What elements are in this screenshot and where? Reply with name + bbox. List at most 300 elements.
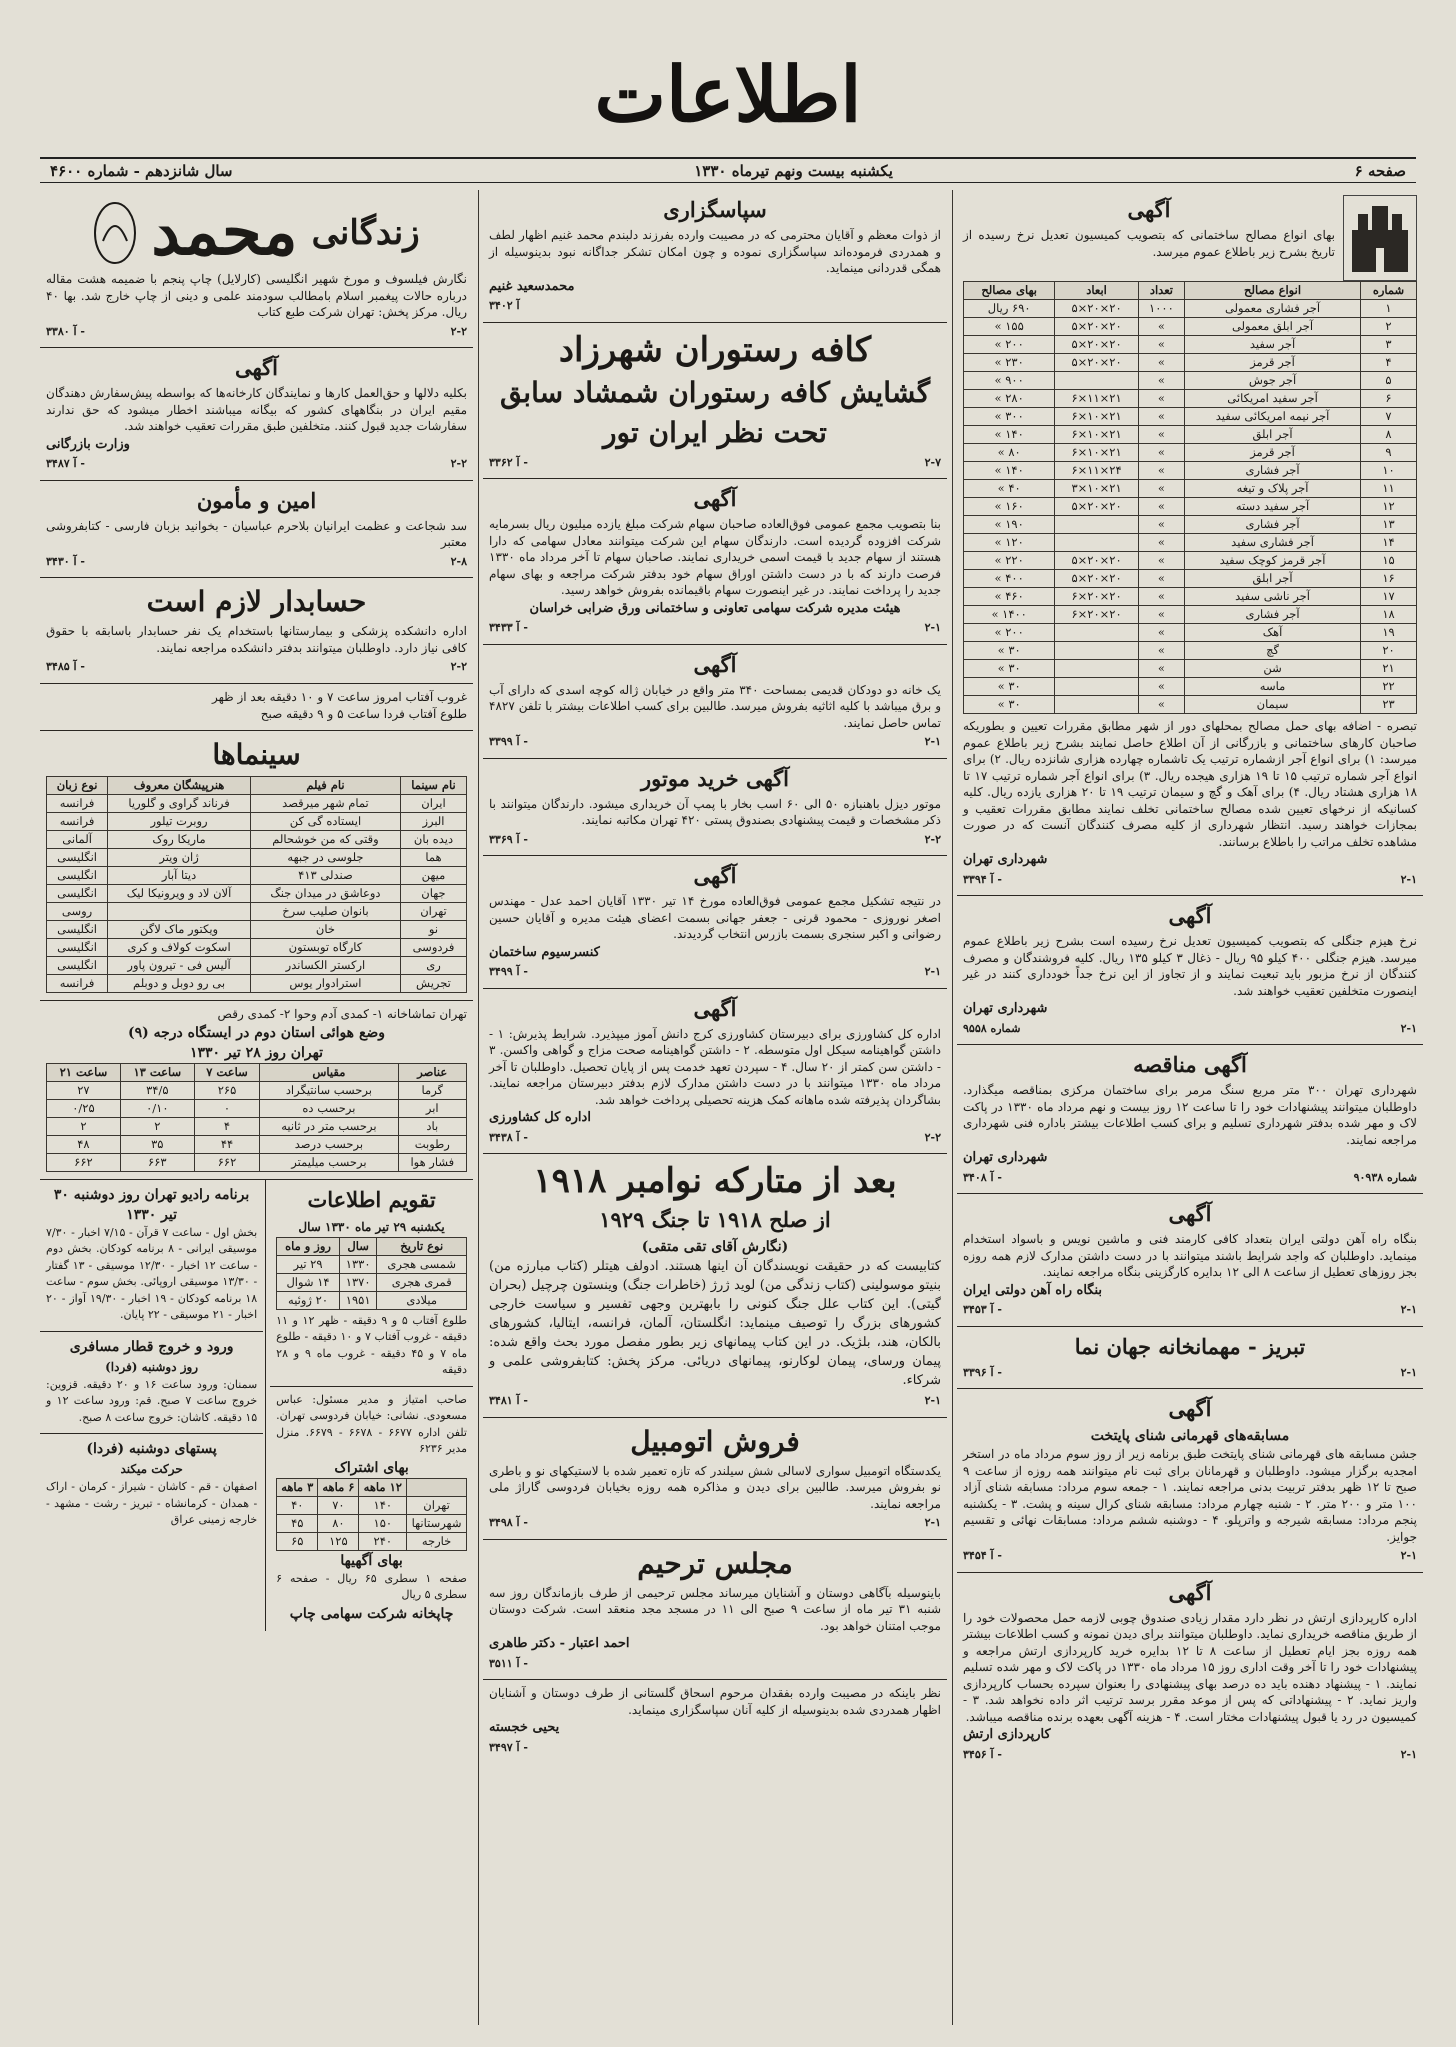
table-cell: هما (400, 848, 466, 866)
ad-body: یک خانه دو دودکان قدیمی بمساحت ۳۴۰ متر واقع در خیابان ژاله کوچه اسدی که دارای آب و برق میباشد با کلیه اثاثیه بفروش میرسد. طالبین برای کسب اطلاعات بیشتر با تلفن ۴۸۲۷ تماس حاصل نمایند. (489, 682, 941, 730)
table-cell: ۴۰ (277, 1496, 318, 1514)
table-cell: » (1138, 696, 1184, 714)
ad-rates: صفحه ۱ سطری ۶۵ ریال - صفحه ۶ سطری ۵ ریال (276, 1571, 468, 1601)
table-cell: آلمانی (47, 830, 108, 848)
table-cell: » (1138, 588, 1184, 606)
table-cell: ۲۰×۲۰×۵ (1055, 354, 1138, 372)
table-row (277, 1496, 467, 1514)
table-cell: » (1138, 570, 1184, 588)
table-cell: ۲۳ (1361, 696, 1417, 714)
ad-signature: شهرداری تهران (963, 1001, 1048, 1016)
table-cell: ۳۰ » (964, 678, 1055, 696)
table-cell: » (1138, 390, 1184, 408)
ad-ref (963, 1365, 1417, 1382)
column-right (957, 190, 1423, 2030)
table-row (964, 300, 1417, 318)
table-cell (1055, 534, 1138, 552)
ad-ref (489, 832, 941, 849)
table-cell: ایران (400, 794, 466, 812)
table-cell: میلادی (377, 1291, 467, 1309)
table-cell: » (1138, 498, 1184, 516)
table-row (964, 552, 1417, 570)
ad-body: یکدستگاه اتومبیل سواری لاسالی شش سیلندر که تازه تعمیر شده با لاستیکهای نو و باطری نو بفروش میرسد. طالبین برای دیدن و مذاکره همه روزه بخیابان فردوسی گاراژ ملی مراجعه نمایند. (489, 1463, 941, 1511)
table-row (47, 938, 467, 956)
ref-code: آ ۳۴۰۲ (489, 299, 520, 312)
ref-code: آ ۳۴۳۸ - (489, 1130, 528, 1144)
ad-ministry-commerce (40, 348, 473, 481)
table-cell (1055, 372, 1138, 390)
table-cell: ۲۳۰ » (964, 354, 1055, 372)
table-cell: ۲۱×۱۰×۶ (1055, 444, 1138, 462)
book-subtitle: زندگانی (311, 212, 420, 253)
ad-signature: کنسرسیوم ساختمان (489, 944, 600, 960)
ad-tender (957, 1045, 1423, 1194)
ad-car-sale (483, 1418, 947, 1540)
table-cell: آجر فشاری سفید (1185, 534, 1361, 552)
cafe-opening: گشایش کافه رستوران شمشاد سابق (499, 375, 931, 409)
column-divider (952, 190, 953, 2025)
table-row (964, 534, 1417, 552)
book-body: کتابیست که در حقیقت نویسندگان آن اینها هستند. ادولف هیتلر (کتاب مبارزه من) بنیتو موسولینی (کتاب زندگی من) لوید ژرژ (خاطرات جنگ) وینستون چرچیل (بحران گیتی). این کتاب علل جنگ کنونی را بابهترین وجهی تفسیر و سیاست خارجی کشورهای بزرگ را توصیف مینماید: انگلستان، آلمان، فرانسه، ایتالیا، کشورهای بالکان، هند، بلژیک. در این کتاب پیمانهای زیر بطور مفصل مورد بحث واقع شده: پیمان ورسای، پیمان لوکارنو، پیمانهای دریائی. مرکز پخش: کتابفروشی علمی و شرکاء. (489, 1259, 941, 1388)
table-cell: فرناند گراوی و گلوریا (108, 794, 251, 812)
ad-body: بنگاه راه آهن دولتی ایران بتعداد کافی کارمند فنی و ماشین نویس و باسواد استخدام مینماید. داوطلبان که واجد شرایط باشند میتوانند با در دست داشتن مدارک لازم همه روزه بجز روزهای تعطیل از ساعت ۸ الی ۱۲ بدایره کارگزینی بنگاه مراجعه نمایند. (963, 1232, 1417, 1279)
table-cell: » (1138, 552, 1184, 570)
notice-signature: محمدسعید غنیم (489, 278, 575, 294)
train-schedule (40, 1332, 263, 1435)
ad-heading: آگهی (1168, 1396, 1212, 1421)
table-cell: ری (400, 956, 466, 974)
ad-board-election (483, 856, 947, 989)
table-cell: فرانسه (47, 812, 108, 830)
ad-heading: حسابدار لازم است (146, 585, 367, 618)
table-cell: انگلیسی (47, 920, 108, 938)
table-cell: » (1138, 534, 1184, 552)
calendar-box (270, 1180, 473, 1387)
table-cell: ارکستر الکساندر (250, 956, 400, 974)
ref-code: آ ۳۴۹۷ - (489, 1740, 528, 1754)
table-header-cell: سال (339, 1237, 377, 1255)
weather-heading: وضع هوائی استان دوم در ایستگاه درجه (۹) (127, 1024, 386, 1041)
bottom-split (40, 1180, 473, 1631)
ref-code: آ ۳۴۹۸ - (489, 1516, 528, 1529)
column-left (40, 190, 473, 2030)
notice-body: نظر باینکه در مصیبت وارده بفقدان مرحوم اسحاق گلستانی از طرف دوستان و آشنایان اظهار همدردی شده بدینوسیله از کلیه آنان سپاسگزاری مینماید. (489, 1686, 941, 1717)
table-cell: ۱۲ (1361, 498, 1417, 516)
ad-shares (483, 479, 947, 645)
ad-ref (963, 1170, 1417, 1187)
table-cell: ۱۶۰ » (964, 498, 1055, 516)
table-cell: فرانسه (47, 974, 108, 992)
ref-code: آ ۳۴۳۰ - (46, 554, 85, 568)
ad-subtitle: مسابقه‌های قهرمانی شنای پایتخت (1090, 1428, 1290, 1444)
ref-code: آ ۳۴۸۵ - (46, 660, 85, 673)
price-table (963, 281, 1417, 714)
table-cell: ۳۴/۵ (120, 1081, 194, 1099)
table-cell: شهرستانها (407, 1514, 467, 1532)
notice-gratitude (483, 190, 947, 323)
table-header-cell: انواع مصالح (1185, 282, 1361, 300)
ad-heading: آگهی (1168, 903, 1212, 928)
table-cell: فشار هوا (398, 1153, 466, 1171)
table-header-cell: ابعاد (1055, 282, 1138, 300)
ad-ref (489, 1130, 941, 1147)
table-cell: انگلیسی (47, 938, 108, 956)
table-cell: ۳۵ (120, 1135, 194, 1153)
table-cell: ۰/۱۰ (120, 1099, 194, 1117)
ad-body: اداره کارپردازی ارتش در نظر دارد مقدار زیادی صندوق چوبی لازمه حمل محصولات خود را از طریق مناقصه خریداری نماید. داوطلبان میتوانند برای دیدن نمونه و کسب اطلاعات بیشتر همه روزه بجز ایام تعطیل از ساعت ۸ تا ۱۲ بدایره خرید کارپردازی ارتش مراجعه و پیشنهادات خود را تا آخر وقت اداری روز ۱۵ مرداد ماه ۱۳۳۰ در پاکت لاک و مهر شده تسلیم نمایند. ۱ - پیشنهاد دهنده باید ده درصد بهای پیشنهادی را بعنوان سپرده بحساب کارپردازی واریز نماید. ۲ - پیشنهاداتی که پس از موعد مقرر برسد ترتیب اثر داده نخواهد شد. ۳ - کمیسیون در رد یا قبول پیشنهادات مختار است. ۴ - هزینه آگهی بعهده برنده مناقصه میباشد. (963, 1610, 1418, 1724)
ad-signature: اداره کل کشاورزی (489, 1110, 591, 1125)
table-row (47, 902, 467, 920)
table-cell: تهران (407, 1496, 467, 1514)
subscription-table (276, 1478, 467, 1551)
table-cell: آجر فشاری (1185, 516, 1361, 534)
table-cell: ۶۶۲ (47, 1153, 121, 1171)
table-row (964, 696, 1417, 714)
notice-signature: احمد اعتبار - دکتر طاهری (489, 1636, 630, 1651)
table-cell: ۱۵۵ » (964, 318, 1055, 336)
ad-heading: آگهی (1168, 1201, 1212, 1226)
calligraphy-seal-icon (93, 201, 137, 265)
masthead-title: اطلاعات (594, 50, 862, 139)
table-cell: ۴۵ (277, 1514, 318, 1532)
table-cell: ۱۹۰ » (964, 516, 1055, 534)
table-cell: ۱۴ (1361, 534, 1417, 552)
table-cell: باد (398, 1117, 466, 1135)
table-cell: ۶۹۰ ریال (964, 300, 1055, 318)
table-cell: ۲۱×۱۰×۳ (1055, 480, 1138, 498)
table-cell: تهران (400, 902, 466, 920)
ad-accountant-wanted (40, 578, 473, 684)
table-cell: » (1138, 624, 1184, 642)
hotel-title: تبریز - مهمانخانه جهان نما (1074, 1333, 1306, 1359)
ref-code: آ ۳۳۶۹ - (489, 832, 528, 846)
table-row (277, 1255, 467, 1273)
ad-body: اداره کل کشاورزی برای دبیرستان کشاورزی کرج دانش آموز میپذیرد. شرایط پذیرش: ۱ - داشتن گواهینامه سیکل اول متوسطه. ۲ - داشتن گواهینامه صحت مزاج و گواهی واکسن. ۳ - داشتن سن کمتر از ۲۰ سال. ۴ - سپردن تعهد خدمت پس از پایان تحصیل. داوطلبان تا آخر مرداد ماه ۱۳۳۰ میتوانند با در دست داشتن مدارک لازم بدفتر دبیرستان مراجعه نمایند. بشاگردان پذیرفته شده ماهانه کمک هزینه تحصیلی پرداخت خواهد شد. (489, 1026, 942, 1107)
ad-body: بکلیه دلالها و حق‌العمل کارها و نمایندگان کارخانه‌ها که بواسطه پیش‌سفارش دهندگان مقیم ایران در بنگاههای کشور که بیگانه میباشند اخطار میشود که حق ندارند سفارشات جدید قبول کنند. متخلفین طبق مقررات تعقیب خواهند شد. (46, 386, 467, 433)
table-row (964, 372, 1417, 390)
ad-heading: آگهی (234, 355, 278, 380)
table-header-cell: ۶ ماهه (318, 1478, 359, 1496)
table-row (277, 1514, 467, 1532)
table-cell: تجریش (400, 974, 466, 992)
ref-run: ۲-۱ (1400, 1303, 1417, 1316)
municipality-emblem (1343, 195, 1417, 281)
radio-column (40, 1180, 265, 1631)
table-cell: اسکوت کولاف و کری (108, 938, 251, 956)
page-number: صفحه ۶ (1354, 161, 1406, 180)
table-cell: آجر فشاری معمولی (1185, 300, 1361, 318)
ad-book-armistice (483, 1154, 947, 1418)
table-cell: وقتی که من خوشحالم (250, 830, 400, 848)
ad-ref (489, 298, 941, 315)
issue-number: سال شانزدهم - شماره ۴۶۰۰ (50, 161, 233, 180)
table-cell: ۱۵ (1361, 552, 1417, 570)
ad-ref (46, 554, 467, 571)
table-header-cell: نوع تاریخ (377, 1237, 467, 1255)
sun-times (40, 684, 473, 731)
table-cell: ۲۰×۲۰×۵ (1055, 498, 1138, 516)
table-cell: ۲۰×۲۰×۵ (1055, 570, 1138, 588)
ad-ref (489, 964, 941, 981)
table-cell (1055, 660, 1138, 678)
table-cell: ۴۰۰ » (964, 570, 1055, 588)
cinema-heading: سینماها (212, 737, 301, 771)
ref-code: آ ۳۴۸۷ - (46, 457, 85, 470)
table-cell: » (1138, 678, 1184, 696)
table-cell: آجر ابلق (1185, 426, 1361, 444)
table-cell: البرز (400, 812, 466, 830)
table-cell: ۱۱ (1361, 480, 1417, 498)
table-cell: ماسه (1185, 678, 1361, 696)
table-cell: ۰ (194, 1099, 260, 1117)
table-cell: ۳۰۰ » (964, 408, 1055, 426)
table-cell: ۱۰۰۰ (1138, 300, 1184, 318)
table-row (964, 606, 1417, 624)
table-cell: ۱۰ (1361, 462, 1417, 480)
table-cell: آجر ابلق معمولی (1185, 318, 1361, 336)
table-cell: فردوسی (400, 938, 466, 956)
table-row (47, 866, 467, 884)
ad-note: تبصره - اضافه بهای حمل مصالح بمحلهای دور از شهر مطابق مقررات تعیین و بطوریکه صاحبان کارهای ساختمانی و بازرگانی از آن اطلاع حاصل نمایند بشرح زیر باطلاع عموم میرسد: ۱) برای انواع آجر ازشماره ترتیب یک تاشماره چهارده هزاری شانزده ریال. ۲) برای انواع آجر شماره ترتیب ۱۵ تا ۱۹ هزاری هیجده ریال. ۳) برای انواع آجر شماره ترتیب ۱۷ تا ۱۸ هزاری هشتاد ریال. ۴) برای آهک و گچ و سیمان ترتیب ۱۹ تا ۲۰ هزاری یازده ریال. کلیه کسانیکه از نرخهای تعیین شده مصالح ساختمانی تخلف نمایند مطابق مقررات تعقیب و بمجازات خواهند رسید. انتظار شهرداری از کلیه مصرف کنندگان آنست که در صورت مشاهده تخلف مراتب را باطلاع برسانند. (963, 719, 1418, 849)
table-header-cell: نوع زبان (47, 776, 108, 794)
table-row (964, 444, 1417, 462)
table-cell: آجر قرمز (1185, 354, 1361, 372)
table-cell: رطوبت (398, 1135, 466, 1153)
calendar-table (276, 1237, 467, 1310)
table-row (277, 1273, 467, 1291)
emblem-icon (1348, 200, 1412, 276)
table-cell: ژان ویتر (108, 848, 251, 866)
table-cell: نو (400, 920, 466, 938)
ref-run: ۲-۱ (924, 965, 941, 978)
ref-code: آ ۳۳۹۴ - (963, 872, 1002, 886)
table-cell: » (1138, 516, 1184, 534)
table-cell: ویکتور ماک لاگن (108, 920, 251, 938)
table-cell: ۲۴۰ (359, 1532, 407, 1550)
table-cell: آجر فشاری (1185, 606, 1361, 624)
table-row (964, 426, 1417, 444)
table-cell: آهک (1185, 624, 1361, 642)
table-cell: ۴۴ (194, 1135, 260, 1153)
table-cell: ۱۴۰ (359, 1496, 407, 1514)
post-sub: حرکت میکند (120, 1462, 183, 1476)
table-cell: ۱۸ (1361, 606, 1417, 624)
table-cell: ۴۶۰ » (964, 588, 1055, 606)
table-row (964, 408, 1417, 426)
table-cell: ۲۱×۱۰×۶ (1055, 426, 1138, 444)
table-row (964, 660, 1417, 678)
table-row (964, 354, 1417, 372)
table-header-cell: تعداد (1138, 282, 1184, 300)
table-cell: » (1138, 354, 1184, 372)
ad-hotel (957, 1327, 1423, 1390)
train-body: سمنان: ورود ساعت ۱۶ و ۲۰ دقیقه. قزوین: خروج ساعت ۷ صبح. قم: ورود ساعت ۱۲ و ۱۵ دقیقه. کاشان: خروج ساعت ۸ صبح. (46, 1377, 258, 1424)
table-row (47, 956, 467, 974)
table-cell: ۲۲۰ » (964, 552, 1055, 570)
sunrise-time: طلوع آفتاب فردا ساعت ۵ و ۹ دقیقه صبح (260, 706, 467, 721)
table-row (964, 624, 1417, 642)
ref-run: ۲-۲ (450, 324, 467, 338)
notice-body: از ذوات معظم و آقایان محترمی که در مصیبت وارده بفرزند دلبندم محمد غنیم اظهار لطف و همدردی فرموده‌اند سپاسگزاری نموده و چون امکان تشکر جداگانه نبود بدینوسیله از همگی قدردانی مینماید. (489, 228, 941, 275)
table-cell: آجر سفید دسته (1185, 498, 1361, 516)
ad-railway (957, 1194, 1423, 1327)
table-row (964, 480, 1417, 498)
ad-heading: آگهی (1127, 197, 1171, 222)
ref-run: ۲-۲ (924, 1130, 941, 1144)
table-cell: ۴ (1361, 354, 1417, 372)
table-cell: ۹ (1361, 444, 1417, 462)
ad-heading: آگهی (693, 651, 737, 677)
table-cell: » (1138, 480, 1184, 498)
ref-run: ۲-۲ (450, 660, 467, 673)
column-divider (478, 190, 479, 2025)
table-cell: ۳۰ » (964, 696, 1055, 714)
table-cell: ۲۱×۱۰×۶ (1055, 408, 1138, 426)
table-cell: صندلی ۴۱۳ (250, 866, 400, 884)
ref-run: ۲-۱ (1400, 1021, 1417, 1035)
table-cell: ۱ (1361, 300, 1417, 318)
table-cell: ۱۳۷۰ (339, 1273, 377, 1291)
table-cell: آجر قرمز کوچک سفید (1185, 552, 1361, 570)
table-cell: ۳۰ » (964, 660, 1055, 678)
ad-agriculture-school (483, 989, 947, 1155)
notice-thanks (483, 1680, 947, 1763)
calendar-column (265, 1180, 473, 1631)
table-cell: برحسب درصد (260, 1135, 398, 1153)
table-cell: ۲۹ تیر (277, 1255, 340, 1273)
table-header-cell: عناصر (398, 1063, 466, 1081)
ref-code: آ ۳۳۹۹ - (489, 735, 528, 748)
table-cell: ۲۰ (1361, 642, 1417, 660)
table-cell: آجر سفید (1185, 336, 1361, 354)
table-cell: آلیس فی - تیرون پاور (108, 956, 251, 974)
table-cell: جلوسی در جبهه (250, 848, 400, 866)
ad-cafe-restaurant (483, 323, 947, 480)
calendar-heading: تقویم اطلاعات (307, 1186, 436, 1212)
table-row (964, 588, 1417, 606)
dateline-bar (40, 157, 1416, 183)
ad-body: سد شجاعت و عظمت ایرانیان بلاحرم عباسیان - بخوانید بزبان فارسی - کتابفروشی معتبر (46, 518, 467, 549)
table-cell: ۶۶۲ (194, 1153, 260, 1171)
table-header-cell: ساعت ۲۱ (47, 1063, 121, 1081)
table-cell: ۸۰ (318, 1514, 359, 1532)
table-cell: ۲۰۰ » (964, 336, 1055, 354)
ref-code: شماره ۹۵۵۸ (963, 1021, 1021, 1035)
table-row (47, 884, 467, 902)
ad-signature: هیئت مدیره شرکت سهامی تعاونی و ساختمانی ورق ضرابی خراسان (529, 600, 901, 616)
table-row (964, 678, 1417, 696)
table-cell: ۱۴۰ » (964, 426, 1055, 444)
ref-run: شماره ۹۰۹۳۸ (1353, 1170, 1417, 1184)
table-cell: روبرت تیلور (108, 812, 251, 830)
table-cell (1055, 696, 1138, 714)
table-cell: ۲۲ (1361, 678, 1417, 696)
table-header-cell: نام سینما (400, 776, 466, 794)
table-cell: ۹۰۰ » (964, 372, 1055, 390)
table-cell: خارجه (407, 1532, 467, 1550)
ref-code: آ ۳۴۳۳ - (489, 621, 528, 634)
table-row (47, 920, 467, 938)
table-cell: آجر پلاک و تیغه (1185, 480, 1361, 498)
weather-report (40, 1001, 473, 1180)
table-cell (1055, 678, 1138, 696)
table-cell: بانوان صلیب سرخ (250, 902, 400, 920)
table-cell: ۱۹ (1361, 624, 1417, 642)
table-cell: آجر سفید امریکائی (1185, 390, 1361, 408)
ref-run: ۲-۱ (924, 1394, 941, 1407)
table-cell: آجر نیمه امریکائی سفید (1185, 408, 1361, 426)
ad-heading: امین و مأمون (196, 487, 317, 513)
ref-code: آ ۳۴۵۶ - (963, 1747, 1002, 1761)
table-header-cell: مقیاس (260, 1063, 398, 1081)
notice-signature: یحیی خجسته (489, 1720, 560, 1735)
table-row (964, 570, 1417, 588)
table-cell: آجر ابلق (1185, 570, 1361, 588)
ad-ref (963, 1021, 1417, 1038)
table-cell: ۲ (120, 1117, 194, 1135)
table-cell: ۱۶ (1361, 570, 1417, 588)
table-cell: ۶۵ (277, 1532, 318, 1550)
table-row (47, 974, 467, 992)
ref-run: ۲-۲ (450, 457, 467, 470)
table-header-cell (407, 1478, 467, 1496)
ad-intro: بهای انواع مصالح ساختمانی که بتصویب کمیسیون تعدیل نرخ رسیده از تاریخ بشرح زیر باطلاع عموم میرسد. (963, 228, 1335, 259)
ad-body: بنا بتصویب مجمع عمومی فوق‌العاده صاحبان سهام شرکت مبلغ یازده میلیون ریال بسرمایه شرکت افزوده گردیده است. دارندگان سهام این شرکت میتوانند معادل سهامی که دارا هستند از سهام جدید با قیمت اسمی خریداری نمایند. صاحبان سهام تا آخر مرداد ماه ۱۳۳۰ فرصت دارند که با در دست داشتن اوراق سهام خود بدفتر شرکت مراجعه و بهای سهام جدید را پرداخت نمایند. در غیر اینصورت سهام باقیمانده بفروش خواهد رسید. (489, 517, 941, 597)
ad-ref (489, 1393, 941, 1410)
calendar-times: طلوع آفتاب ۵ و ۹ دقیقه - ظهر ۱۲ و ۱۱ دقیقه - غروب آفتاب ۷ و ۱۰ دقیقه - طلوع ماه ۷ و ۴۵ دقیقه - غروب ماه ۹ و ۲۸ دقیقه (276, 1313, 467, 1376)
table-cell: فرانسه (47, 794, 108, 812)
table-header-cell: هنرپیشگان معروف (108, 776, 251, 794)
ref-code: آ ۳۴۰۸ - (963, 1170, 1002, 1184)
table-row (964, 642, 1417, 660)
table-cell: دوعاشق در میدان جنگ (250, 884, 400, 902)
table-cell: ۲ (1361, 318, 1417, 336)
ad-body: در نتیجه تشکیل مجمع عمومی فوق‌العاده مورخ ۱۴ تیر ۱۳۳۰ آقایان احمد عدل - مهندس اصغر نوروزی - محمود قرنی - جعفر جهانی بسمت اعضای هیئت مدیره و آقایان حسین رضوانی و اکبر سنجری بسمت بازرس انتخاب گردیدند. (489, 894, 942, 941)
notice-heading: سپاسگزاری (663, 197, 767, 222)
table-cell: ۱۳۳۰ (339, 1255, 377, 1273)
table-header-cell: ساعت ۷ (194, 1063, 260, 1081)
ref-run: ۲-۲ (924, 832, 941, 846)
table-cell: ۱۴ شوال (277, 1273, 340, 1291)
table-cell: ۷۰ (318, 1496, 359, 1514)
ref-code: آ ۳۴۵۴ - (963, 1549, 1002, 1562)
table-cell: روسی (47, 902, 108, 920)
ref-run: ۲-۱ (1400, 872, 1417, 886)
ad-heading: آگهی مناقصه (1133, 1052, 1247, 1077)
ad-body: اداره دانشکده پزشکی و بیمارستانها باستخدام یک نفر حسابدار باسابقه با حقوق کافی نیاز دارد. داوطلبان میتوانند بدفتر دانشکده مراجعه نمایند. (46, 624, 467, 655)
ad-heading: آگهی (693, 995, 737, 1021)
train-sub: روز دوشنبه (فردا) (105, 1359, 199, 1374)
table-cell: شمسی هجری (377, 1255, 467, 1273)
ad-heading: آگهی خرید موتور (640, 765, 789, 791)
ad-motor-purchase (483, 759, 947, 857)
table-cell: ۲۰×۲۰×۵ (1055, 318, 1138, 336)
notice-body: باینوسیله بآگاهی دوستان و آشنایان میرساند مجلس ترحیمی از طرف بازماندگان روز سه شنبه ۳۱ تیر ماه از ساعت ۹ صبح الی ۱۱ در مسجد مجد منعقد است. شرکت دوستان موجب امتنان خواهد بود. (489, 1585, 942, 1633)
ad-ref (489, 1515, 941, 1532)
ref-run: ۲-۱ (924, 1516, 941, 1529)
table-row (277, 1532, 467, 1550)
ad-signature: وزارت بازرگانی (46, 436, 130, 452)
table-cell: گچ (1185, 642, 1361, 660)
table-cell: کارگاه توبستون (250, 938, 400, 956)
table-cell: آجر فشاری (1185, 462, 1361, 480)
ad-body: شهرداری تهران ۳۰۰ متر مربع سنگ مرمر برای ساختمان مرکزی بمناقصه میگذارد. داوطلبان میتوانند پیشنهادات خود را تا ساعت ۱۲ روز بیست و نهم مرداد ماه ۱۳۳۰ در پاکت لاک و مهر شده بدفتر شهرداری تسلیم و برای کسب اطلاعات بیشتر باداره فنی شهرداری مراجعه نمایند. (963, 1083, 1417, 1147)
table-cell: خان (250, 920, 400, 938)
table-cell: برحسب میلیمتر (260, 1153, 398, 1171)
table-cell: » (1138, 642, 1184, 660)
ref-code: آ ۳۳۶۲ - (489, 455, 528, 469)
table-cell: ۰/۲۵ (47, 1099, 121, 1117)
